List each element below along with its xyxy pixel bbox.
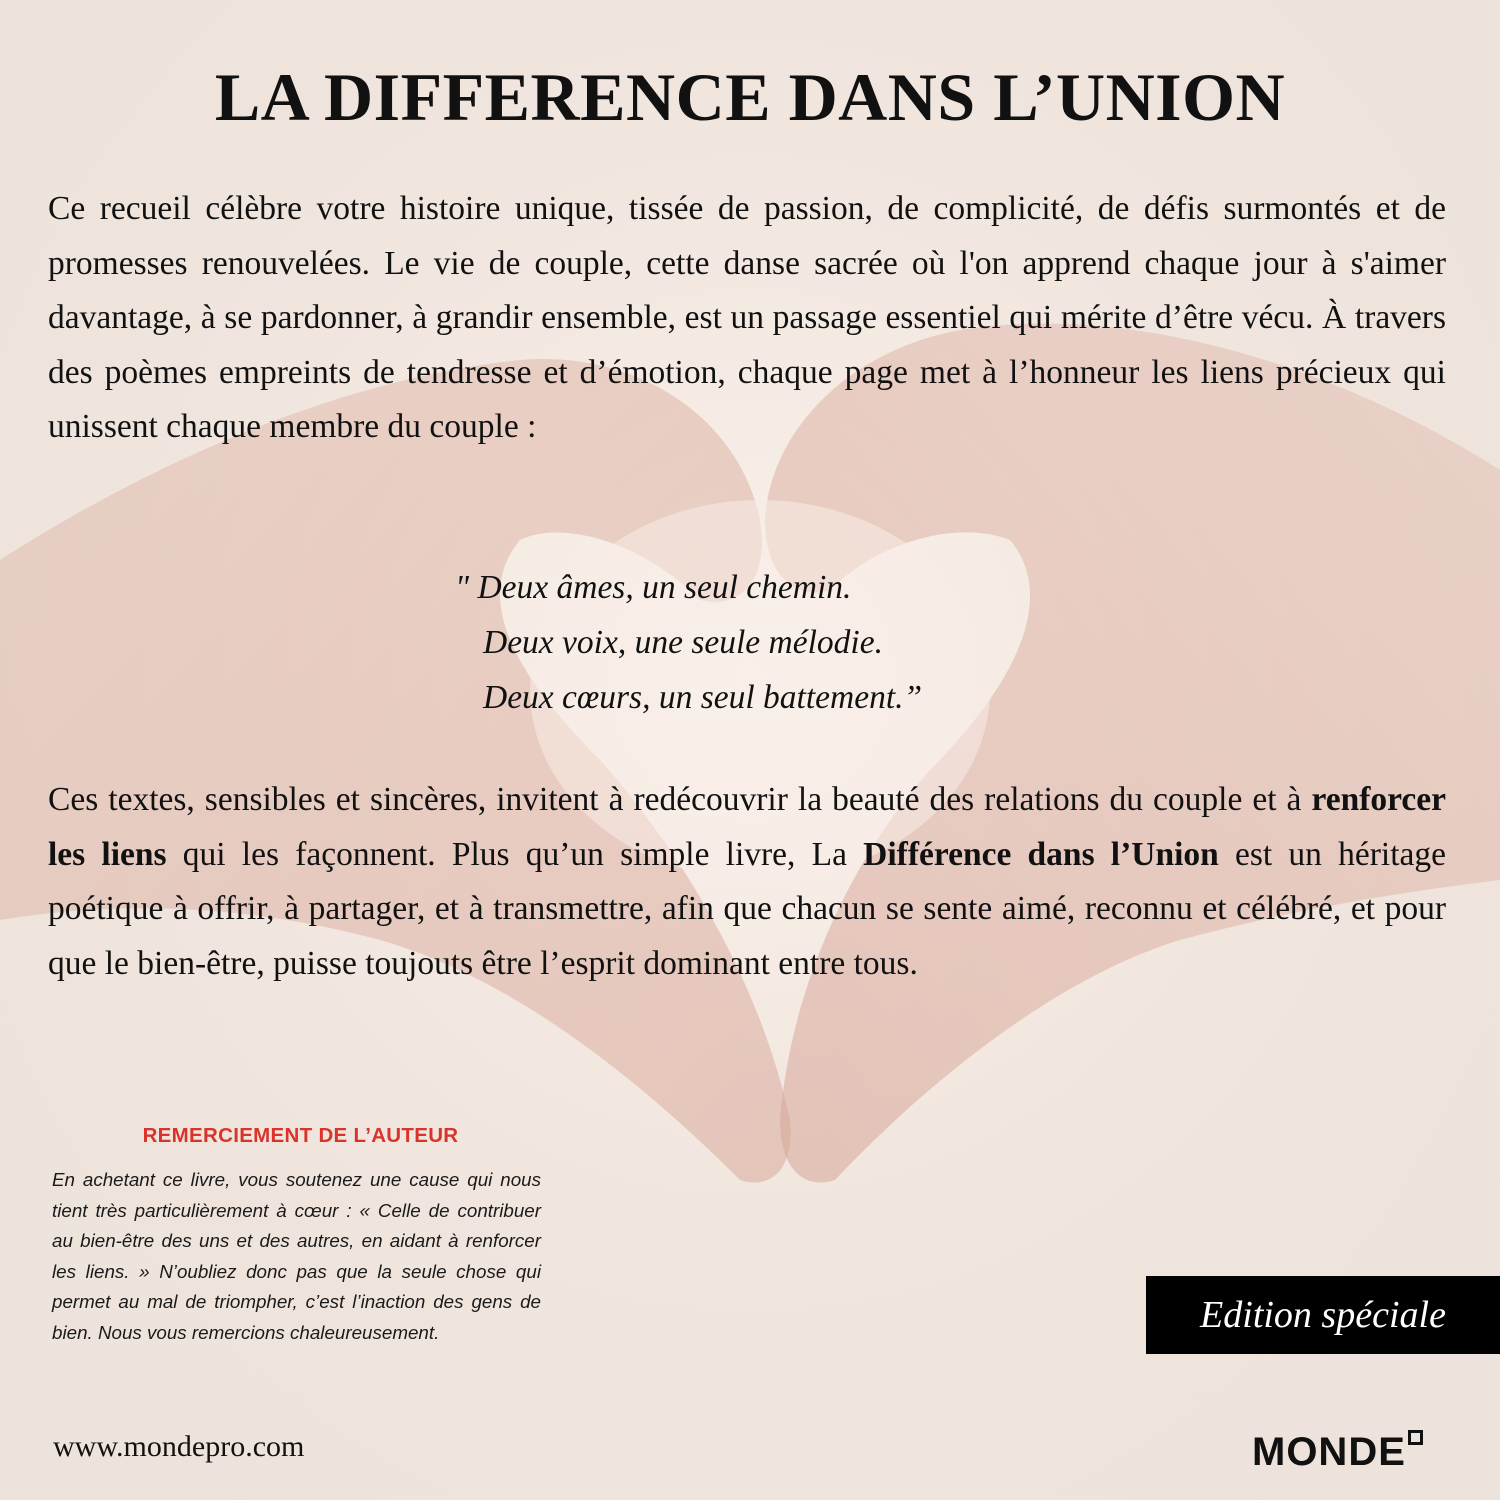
logo-square-icon: [1408, 1430, 1423, 1445]
outro-text-1: Ces textes, sensibles et sincères, invitent à redécouvrir la beauté des relations du couple et à: [48, 781, 1312, 818]
quote-line-1: " Deux âmes, un seul chemin.: [455, 569, 852, 606]
monde-logo: MONDE: [1252, 1430, 1406, 1474]
page-title: LA DIFFERENCE DANS L’UNION: [214, 59, 1286, 135]
outro-text-2: qui les façonnent. Plus qu’un simple livre, La: [166, 835, 864, 873]
outro-text-3: est un héritage poétique à offrir, à partager, et à transmettre, afin que chacun se sente aimé, reconnu et célébré, et pour que le bien-être, puisse toujouts être l’esprit dominant entre tous.: [48, 835, 1446, 982]
edition-badge: [1146, 1276, 1500, 1354]
outro-paragraph: [48, 773, 1446, 991]
quote-line-3: Deux cœurs, un seul battement.”: [483, 679, 923, 716]
edition-label: Edition spéciale: [1200, 1294, 1446, 1336]
outro-bold-1: renforcer les liens: [48, 781, 1446, 873]
thanks-heading: REMERCIEMENT DE L’AUTEUR: [142, 1124, 459, 1147]
poem-quote: [455, 560, 922, 725]
outro-bold-2: Différence dans l’Union: [863, 835, 1219, 873]
quote-line-2: Deux voix, une seule mélodie.: [483, 624, 883, 661]
intro-paragraph: Ce recueil célèbre votre histoire unique, tissée de passion, de complicité, de défis surmontés et de promesses renouvelées. Le vie de couple, cette danse sacrée où l'on apprend chaque jour à s'aimer davantage, à se pardonner, à grandir ensemble, est un passage essentiel qui mérite d’être vécu. À travers des poèmes empreints de tendresse et d’émotion, chaque page met à l’honneur les liens précieux qui unissent chaque membre du couple :: [48, 190, 1446, 445]
website-link[interactable]: www.mondepro.com: [53, 1430, 305, 1463]
thanks-body: En achetant ce livre, vous soutenez une cause qui nous tient très particulièrement à cœur : « Celle de contribuer au bien-être des uns et des autres, en aidant à renforcer les liens. » N’oubliez donc pas que la seule chose qui permet au mal de triompher, c’est l’inaction des gens de bien. Nous vous remercions chaleureusement.: [52, 1169, 541, 1343]
